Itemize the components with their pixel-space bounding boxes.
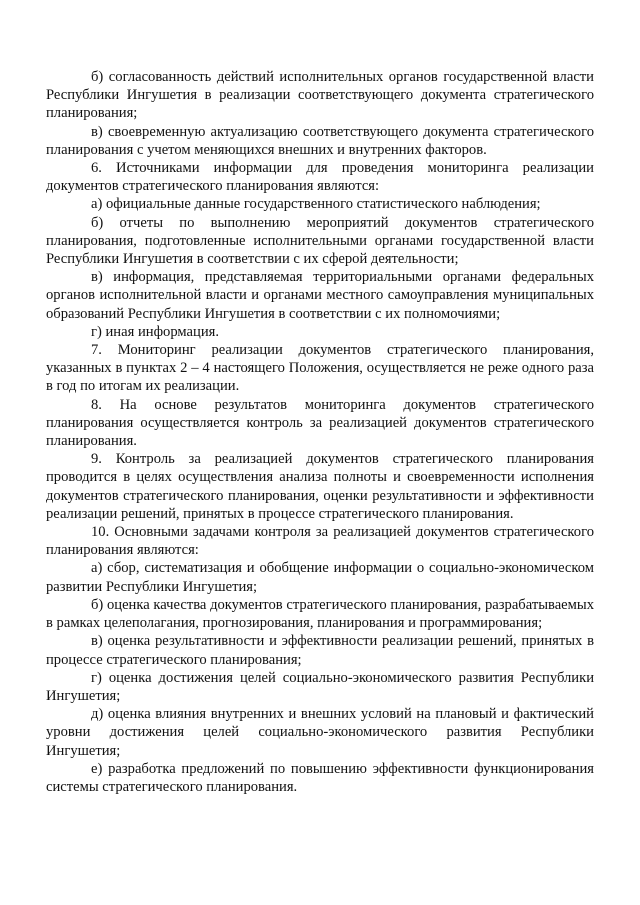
paragraph-9-control-purpose: 9. Контроль за реализацией документов стратегического планирования проводится в целях осуществления анализа полноты и своевременности исполнения документов стратегического планирования, оценки результативности и эффективности реализации решений, принятых в процессе стратегического планирования. <box>46 451 594 522</box>
paragraph-a-statistics: а) официальные данные государственного статистического наблюдения; <box>91 196 541 213</box>
paragraph-v-actualization: в) своевременную актуализацию соответствующего документа стратегического планирования с учетом меняющихся внешних и внутренних факторов. <box>46 123 594 158</box>
paragraph-v-effectiveness-assessment: в) оценка результативности и эффективности реализации решений, принятых в процессе стратегического планирования; <box>46 633 594 668</box>
paragraph-a-collection: а) сбор, систематизация и обобщение информации о социально-экономическом развитии Республики Ингушетия; <box>46 560 594 595</box>
paragraph-g-other-info: г) иная информация. <box>91 323 219 340</box>
paragraph-6-sources: 6. Источниками информации для проведения мониторинга реализации документов стратегического планирования являются: <box>46 160 594 195</box>
paragraph-e-proposals: е) разработка предложений по повышению эффективности функционирования системы стратегического планирования. <box>46 760 594 795</box>
paragraph-7-monitoring: 7. Мониторинг реализации документов стратегического планирования, указанных в пунктах 2 – 4 настоящего Положения, осуществляется не реже одного раза в год по итогам их реализации. <box>46 342 594 395</box>
paragraph-8-control-basis: 8. На основе результатов мониторинга документов стратегического планирования осуществляется контроль за реализацией документов стратегического планирования. <box>46 396 594 450</box>
document-page <box>46 68 594 796</box>
paragraph-b-reports: б) отчеты по выполнению мероприятий документов стратегического планирования, подготовленные исполнительными органами государственной власти Республики Ингушетия в соответствии с их сферой деятельности; <box>46 214 594 268</box>
paragraph-10-control-tasks: 10. Основными задачами контроля за реализацией документов стратегического планирования являются: <box>46 524 594 559</box>
paragraph-g-goals-assessment: г) оценка достижения целей социально-экономического развития Республики Ингушетия; <box>46 669 594 704</box>
paragraph-b-quality-assessment: б) оценка качества документов стратегического планирования, разрабатываемых в рамках целеполагания, прогнозирования, планирования и программирования; <box>46 596 594 632</box>
paragraph-b-coordination: б) согласованность действий исполнительных органов государственной власти Республики Ингушетия в реализации соответствующего документа стратегического планирования; <box>46 69 594 122</box>
paragraph-v-territorial-info: в) информация, представляемая территориальными органами федеральных органов исполнительной власти и органами местного самоуправления муниципальных образований Республики Ингушетия в соответствии с их полномочиями; <box>46 269 594 322</box>
paragraph-d-conditions-assessment: д) оценка влияния внутренних и внешних условий на плановый и фактический уровни достижения целей социально-экономического развития Республики Ингушетия; <box>46 706 594 759</box>
